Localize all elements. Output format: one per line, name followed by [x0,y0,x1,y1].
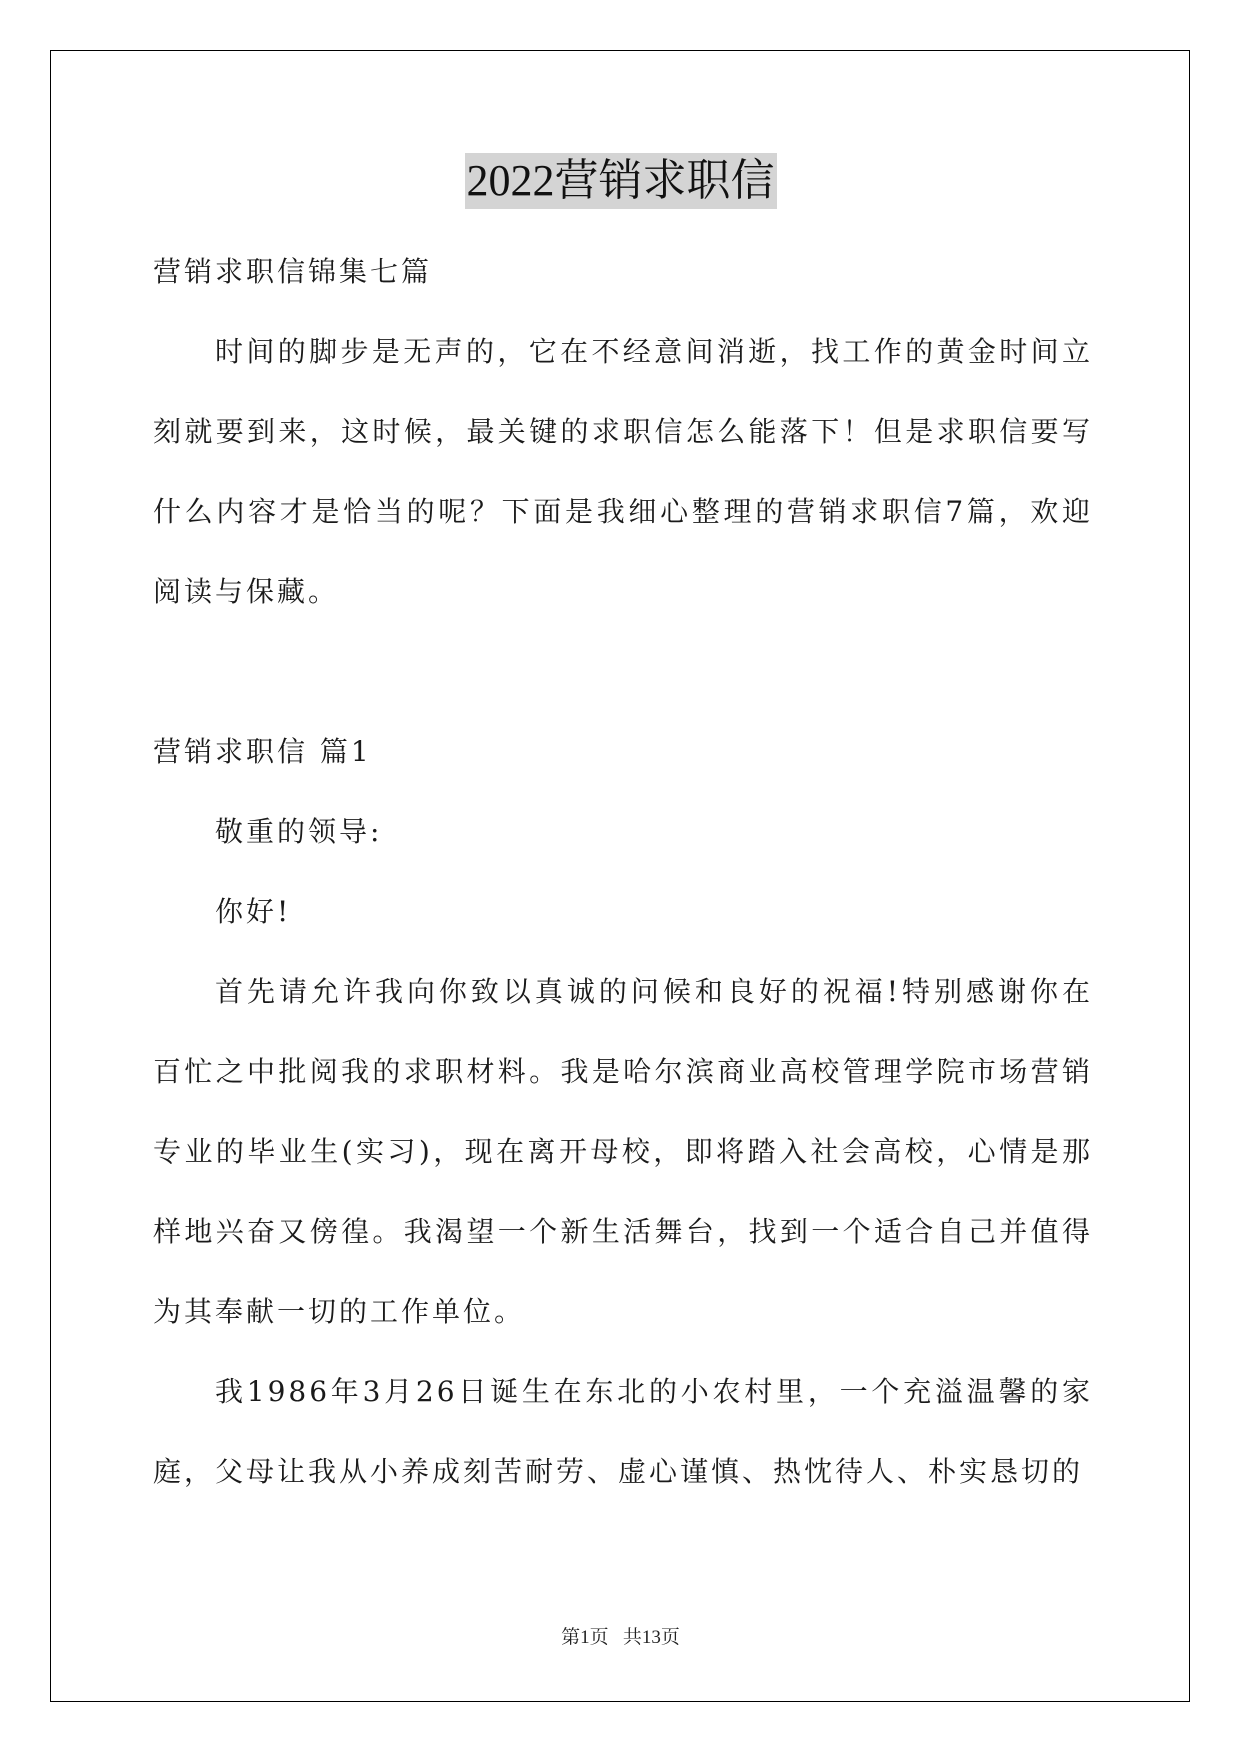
body-paragraph-2: 我1986年3月26日诞生在东北的小农村里，一个充溢温馨的家庭，父母让我从小养成刻苦耐劳、虚心谨慎、热忱待人、朴实恳切的 [153,1375,1093,1488]
page-number-label: 第1页 共13页 [561,1627,680,1648]
title-container [0,153,1241,209]
intro-paragraph: 时间的脚步是无声的，它在不经意间消逝，找工作的黄金时间立刻就要到来，这时候，最关键的求职信怎么能落下！但是求职信要写什么内容才是恰当的呢？下面是我细心整理的营销求职信7篇，欢迎阅读与保藏。 [153,335,1093,608]
body-paragraph-1: 首先请允许我向你致以真诚的问候和良好的祝福!特别感谢你在百忙之中批阅我的求职材料。我是哈尔滨商业高校管理学院市场营销专业的毕业生(实习)，现在离开母校，即将踏入社会高校，心情是那样地兴奋又傍徨。我渴望一个新生活舞台，找到一个适合自己并值得为其奉献一切的工作单位。 [153,975,1093,1328]
section-spacer [153,632,1093,712]
section-heading: 营销求职信 篇1 [153,735,372,768]
document-title: 2022营销求职信 [465,153,777,209]
salutation: 敬重的领导: [215,815,383,848]
document-body [153,232,1093,1512]
greeting: 你好! [215,895,292,928]
page-footer [0,1622,1241,1649]
document-subtitle: 营销求职信锦集七篇 [153,255,433,288]
